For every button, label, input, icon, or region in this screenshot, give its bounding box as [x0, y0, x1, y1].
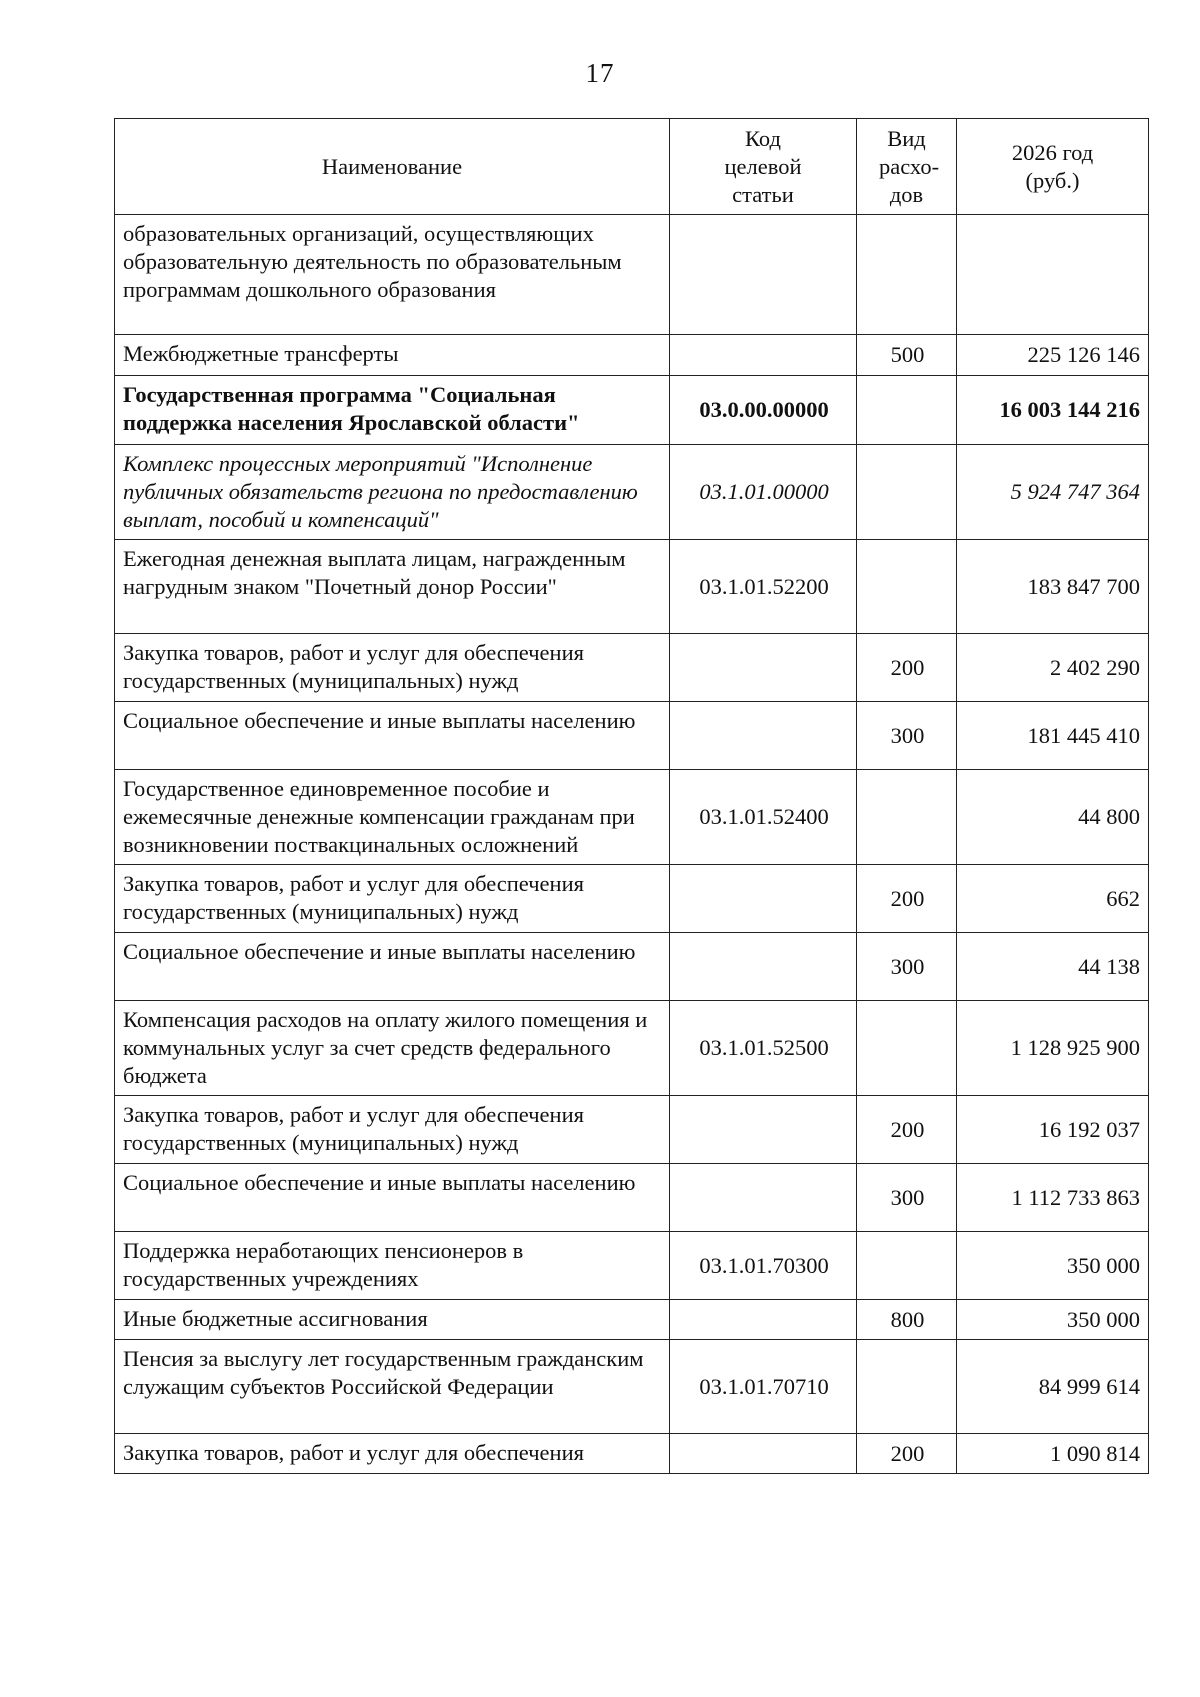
cell-type: 300: [857, 702, 957, 770]
cell-name: Поддержка неработающих пенсионеров в государственных учреждениях: [115, 1232, 670, 1300]
page-number: 17: [585, 58, 615, 88]
cell-amount: 5 924 747 364: [957, 445, 1149, 540]
table-row: [115, 770, 1149, 865]
cell-code: 03.0.00.00000: [670, 376, 857, 445]
table-row: [115, 1434, 1149, 1474]
cell-code: 03.1.01.52500: [670, 1001, 857, 1096]
header-amount: 2026 год (руб.): [957, 119, 1149, 215]
cell-code: [670, 1164, 857, 1232]
cell-name: Закупка товаров, работ и услуг для обеспечения: [115, 1434, 670, 1474]
cell-type: 200: [857, 865, 957, 933]
cell-type: 800: [857, 1300, 957, 1340]
cell-type: [857, 215, 957, 335]
table-body: [115, 215, 1149, 1474]
cell-type: [857, 540, 957, 634]
table-row: [115, 1340, 1149, 1434]
table-row: [115, 1232, 1149, 1300]
cell-type: 200: [857, 1434, 957, 1474]
cell-type: [857, 1001, 957, 1096]
cell-name: Межбюджетные трансферты: [115, 335, 670, 376]
cell-amount: 16 003 144 216: [957, 376, 1149, 445]
cell-name: Социальное обеспечение и иные выплаты населению: [115, 702, 670, 770]
table-row: [115, 1001, 1149, 1096]
cell-amount: 350 000: [957, 1300, 1149, 1340]
table-row: [115, 445, 1149, 540]
cell-type: [857, 1340, 957, 1434]
cell-amount: 350 000: [957, 1232, 1149, 1300]
cell-code: [670, 215, 857, 335]
cell-name: Государственное единовременное пособие и ежемесячные денежные компенсации гражданам при возникновении поствакцинальных осложнений: [115, 770, 670, 865]
cell-amount: 84 999 614: [957, 1340, 1149, 1434]
cell-type: [857, 445, 957, 540]
cell-name: образовательных организаций, осуществляющих образовательную деятельность по образовательным программам дошкольного образования: [115, 215, 670, 335]
cell-name: Закупка товаров, работ и услуг для обеспечения государственных (муниципальных) нужд: [115, 1096, 670, 1164]
cell-name: Компенсация расходов на оплату жилого помещения и коммунальных услуг за счет средств федерального бюджета: [115, 1001, 670, 1096]
budget-table: [114, 118, 1149, 1474]
cell-name: Социальное обеспечение и иные выплаты населению: [115, 933, 670, 1001]
cell-code: 03.1.01.00000: [670, 445, 857, 540]
cell-amount: 1 090 814: [957, 1434, 1149, 1474]
cell-name: Государственная программа "Социальная поддержка населения Ярославской области": [115, 376, 670, 445]
cell-name: Комплекс процессных мероприятий "Исполнение публичных обязательств региона по предоставлению выплат, пособий и компенсаций": [115, 445, 670, 540]
table-row: [115, 702, 1149, 770]
cell-name: Закупка товаров, работ и услуг для обеспечения государственных (муниципальных) нужд: [115, 865, 670, 933]
table-row: [115, 1300, 1149, 1340]
cell-name: Иные бюджетные ассигнования: [115, 1300, 670, 1340]
cell-code: 03.1.01.70710: [670, 1340, 857, 1434]
cell-amount: [957, 215, 1149, 335]
table-row: [115, 865, 1149, 933]
cell-code: [670, 702, 857, 770]
cell-amount: 2 402 290: [957, 634, 1149, 702]
cell-code: [670, 335, 857, 376]
cell-code: [670, 865, 857, 933]
cell-amount: 181 445 410: [957, 702, 1149, 770]
cell-name: Социальное обеспечение и иные выплаты населению: [115, 1164, 670, 1232]
cell-amount: 44 800: [957, 770, 1149, 865]
cell-code: 03.1.01.52200: [670, 540, 857, 634]
table-row: [115, 634, 1149, 702]
table-header-row: [115, 119, 1149, 215]
cell-name: Пенсия за выслугу лет государственным гражданским служащим субъектов Российской Федерации: [115, 1340, 670, 1434]
cell-amount: 183 847 700: [957, 540, 1149, 634]
table-row: [115, 1164, 1149, 1232]
cell-amount: 1 112 733 863: [957, 1164, 1149, 1232]
cell-type: 200: [857, 634, 957, 702]
cell-code: [670, 933, 857, 1001]
cell-code: [670, 1096, 857, 1164]
cell-code: [670, 1434, 857, 1474]
cell-amount: 662: [957, 865, 1149, 933]
cell-code: 03.1.01.52400: [670, 770, 857, 865]
cell-amount: 16 192 037: [957, 1096, 1149, 1164]
header-code: Код целевой статьи: [670, 119, 857, 215]
cell-amount: 44 138: [957, 933, 1149, 1001]
cell-amount: 1 128 925 900: [957, 1001, 1149, 1096]
cell-code: [670, 634, 857, 702]
header-name: Наименование: [115, 119, 670, 215]
table-row: [115, 540, 1149, 634]
table-row: [115, 335, 1149, 376]
table-row: [115, 215, 1149, 335]
cell-type: [857, 1232, 957, 1300]
cell-type: 300: [857, 1164, 957, 1232]
table-row: [115, 376, 1149, 445]
header-type: Вид расхо-дов: [857, 119, 957, 215]
table-row: [115, 933, 1149, 1001]
cell-name: Закупка товаров, работ и услуг для обеспечения государственных (муниципальных) нужд: [115, 634, 670, 702]
cell-type: [857, 376, 957, 445]
cell-type: [857, 770, 957, 865]
cell-type: 300: [857, 933, 957, 1001]
cell-type: 200: [857, 1096, 957, 1164]
cell-amount: 225 126 146: [957, 335, 1149, 376]
cell-type: 500: [857, 335, 957, 376]
table-row: [115, 1096, 1149, 1164]
cell-code: 03.1.01.70300: [670, 1232, 857, 1300]
cell-code: [670, 1300, 857, 1340]
cell-name: Ежегодная денежная выплата лицам, награжденным нагрудным знаком "Почетный донор России": [115, 540, 670, 634]
